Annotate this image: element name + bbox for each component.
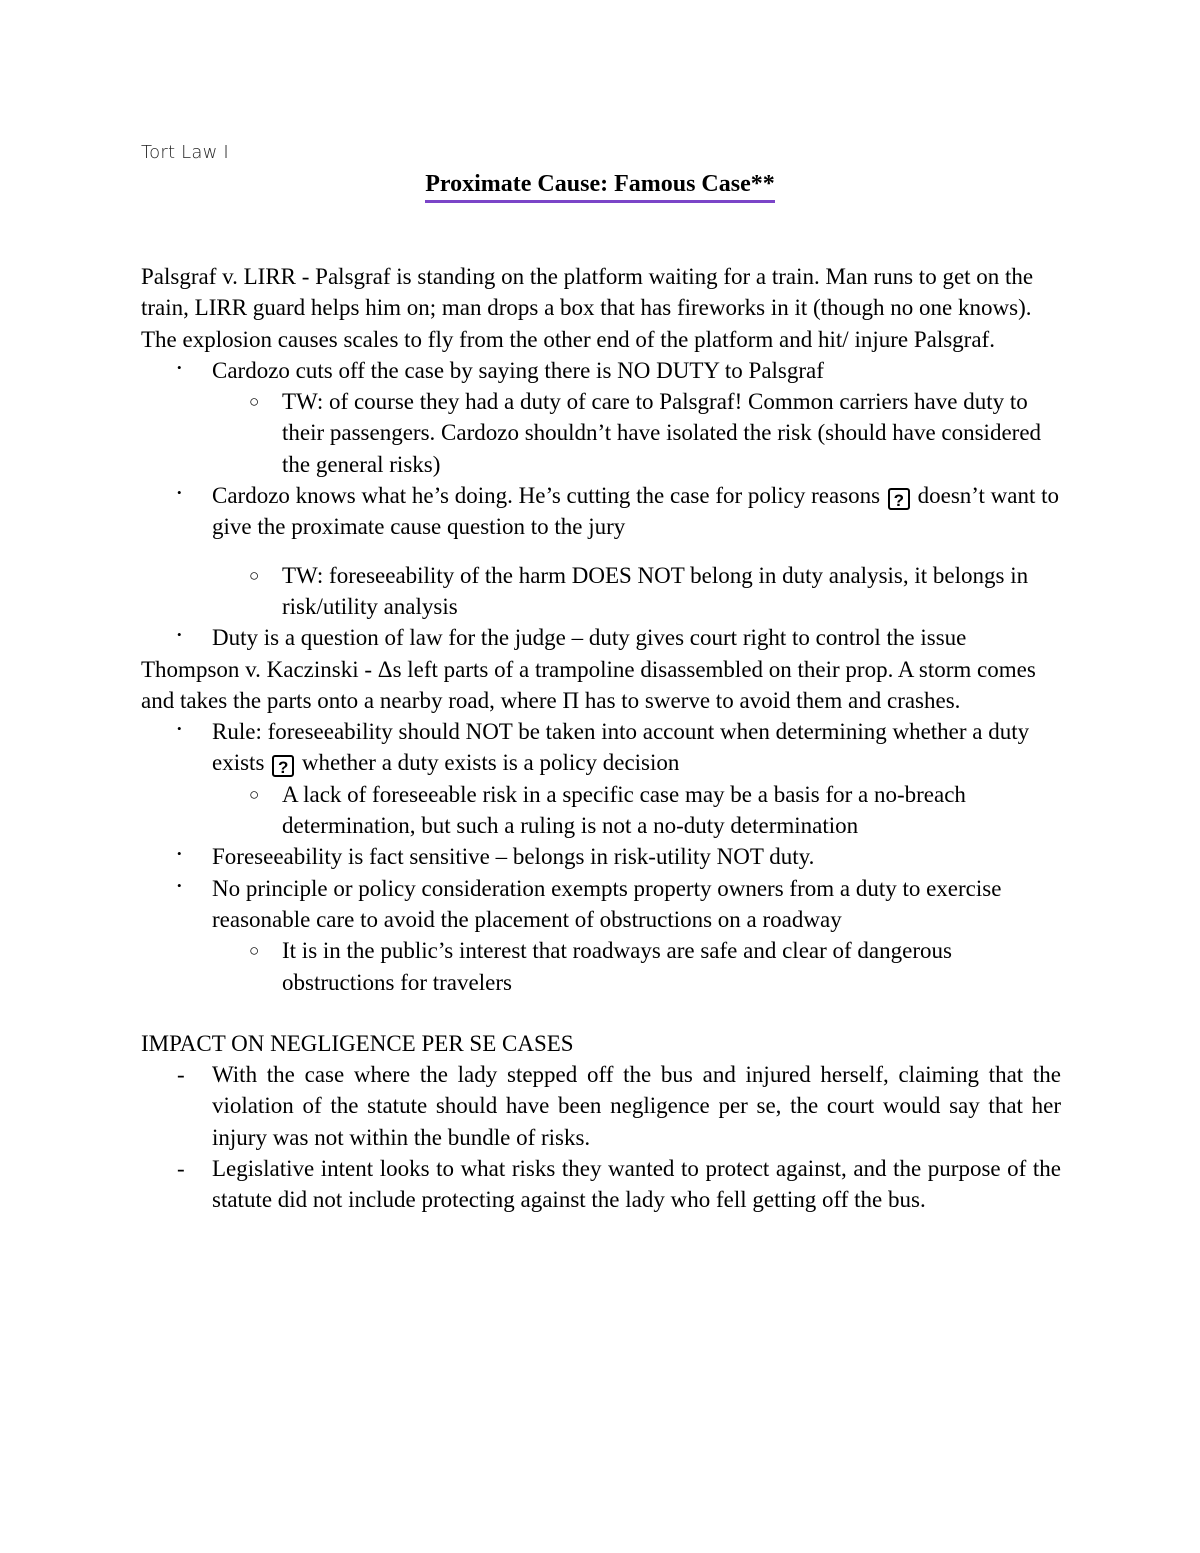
palsgraf-bullet-3: Duty is a question of law for the judge – duty gives court right to control the issue: [212, 625, 967, 651]
thompson-bullet-1-part1: Rule: foreseeability should NOT be taken into account when determining whether a duty exists: [212, 719, 1030, 776]
impact-dash-2: Legislative intent looks to what risks they wanted to protect against, and the purpose of the statute did not include protecting against the lady who fell getting off the bus.: [212, 1156, 1061, 1213]
spacer: [141, 543, 1061, 560]
bullet-dot-icon: •: [177, 877, 182, 893]
palsgraf-bullet-2-part2: doesn’t want to give the proximate cause question to the jury: [212, 483, 1060, 540]
thompson-bullet-3: No principle or policy consideration exempts property owners from a duty to exercise reasonable care to avoid the placement of obstructions on a roadway: [212, 875, 1002, 932]
bullet-dot-icon: •: [177, 721, 182, 737]
bullet-circle-icon: ○: [249, 784, 260, 804]
impact-heading: IMPACT ON NEGLIGENCE PER SE CASES: [141, 1030, 574, 1056]
thompson-bullet-2: Foreseeability is fact sensitive – belongs in risk-utility NOT duty.: [212, 844, 815, 870]
list-item: [141, 1153, 1061, 1216]
list-item: [141, 1059, 1061, 1153]
bullet-dot-icon: •: [177, 359, 182, 375]
bullet-circle-icon: ○: [249, 565, 260, 585]
thompson-bullet-1-part2: whether a duty exists is a policy decision: [301, 750, 680, 776]
bullet-dot-icon: •: [177, 627, 182, 643]
spacer: [141, 998, 1061, 1028]
palsgraf-bullet-2-part1: Cardozo knows what he’s doing. He’s cutting the case for policy reasons: [212, 483, 881, 509]
question-box-icon: ?: [888, 488, 910, 510]
palsgraf-subbullet-2: TW: foreseeability of the harm DOES NOT belong in duty analysis, it belongs in risk/utility analysis: [282, 562, 1029, 619]
list-item: [141, 873, 1061, 936]
title-text: Proximate Cause: Famous Case**: [425, 169, 775, 203]
thompson-intro: Thompson v. Kaczinski - Δs left parts of a trampoline disassembled on their prop. A storm comes and takes the parts onto a nearby road, where Π has to swerve to avoid them and crashes.: [141, 656, 1036, 713]
list-item: [141, 716, 1061, 779]
impact-dash-1: With the case where the lady stepped off the bus and injured herself, claiming that the violation of the statute should have been negligence per se, the court would say that her injury was not within the bundle of risks.: [212, 1062, 1061, 1150]
palsgraf-intro: Palsgraf v. LIRR - Palsgraf is standing on the platform waiting for a train. Man runs to get on the train, LIRR guard helps him on; man drops a box that has fireworks in it (though no one knows). The explosion causes scales to fly from the other end of the platform and hit/ injure Palsgraf.: [141, 264, 1034, 352]
question-box-icon: ?: [272, 755, 294, 777]
list-item: [141, 355, 1061, 386]
course-label: Tort Law I: [141, 142, 229, 163]
list-item: [141, 779, 1061, 842]
list-item: [141, 622, 1061, 653]
bullet-dash-icon: -: [177, 1062, 185, 1088]
thompson-subbullet-2: It is in the public’s interest that roadways are safe and clear of dangerous obstructions for travelers: [282, 938, 952, 995]
document-body: [141, 261, 1061, 1216]
bullet-circle-icon: ○: [249, 392, 260, 412]
palsgraf-bullet-1: Cardozo cuts off the case by saying there is NO DUTY to Palsgraf: [212, 357, 824, 383]
bullet-circle-icon: ○: [249, 941, 260, 961]
bullet-dot-icon: •: [177, 846, 182, 862]
list-item: [141, 935, 1061, 998]
list-item: [141, 841, 1061, 872]
bullet-dash-icon: -: [177, 1156, 185, 1182]
bullet-dot-icon: •: [177, 485, 182, 501]
thompson-subbullet-1: A lack of foreseeable risk in a specific case may be a basis for a no-breach determination, but such a ruling is not a no-duty determination: [282, 781, 966, 839]
list-item: [141, 386, 1061, 480]
page-title: [0, 169, 1200, 203]
palsgraf-subbullet-1: TW: of course they had a duty of care to Palsgraf! Common carriers have duty to their passengers. Cardozo shouldn’t have isolated the risk (should have considered the general risks): [282, 389, 1042, 477]
list-item: [141, 480, 1061, 543]
list-item: [141, 560, 1061, 623]
